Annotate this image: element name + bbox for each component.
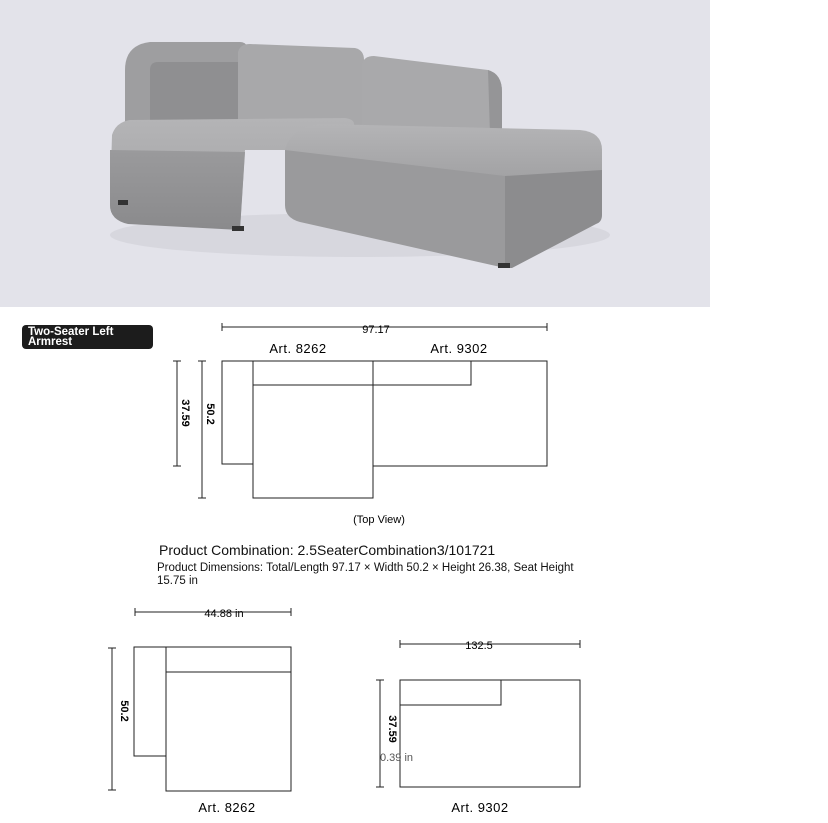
module-b-depth-label: 37.59	[386, 715, 398, 743]
module-b-width-label: 132.5	[465, 640, 493, 652]
module-b-art-label: Art. 9302	[451, 800, 509, 815]
module-b-label: Art. 9302	[430, 341, 488, 356]
module-a-width-label: 44.88 in	[204, 608, 244, 620]
total-length-label: 97.17	[362, 324, 390, 336]
badge-label: Two-Seater Left Armrest	[28, 326, 114, 348]
module-b-extra-label: 0.39 in	[380, 752, 414, 764]
module-a-label: Art. 8262	[269, 341, 327, 356]
module-a-art-label: Art. 8262	[198, 800, 256, 815]
top-view-caption: (Top View)	[353, 514, 405, 526]
depth-left-label: 37.59	[179, 399, 191, 427]
product-dimensions: Product Dimensions: Total/Length 97.17 × Width 50.2 × Height 26.38, Seat Height 15.75 in	[157, 562, 574, 587]
depth-right-label: 50.2	[204, 403, 216, 425]
module-a-depth-label: 50.2	[118, 700, 130, 722]
product-combination: Product Combination: 2.5SeaterCombination3/101721	[159, 542, 496, 558]
